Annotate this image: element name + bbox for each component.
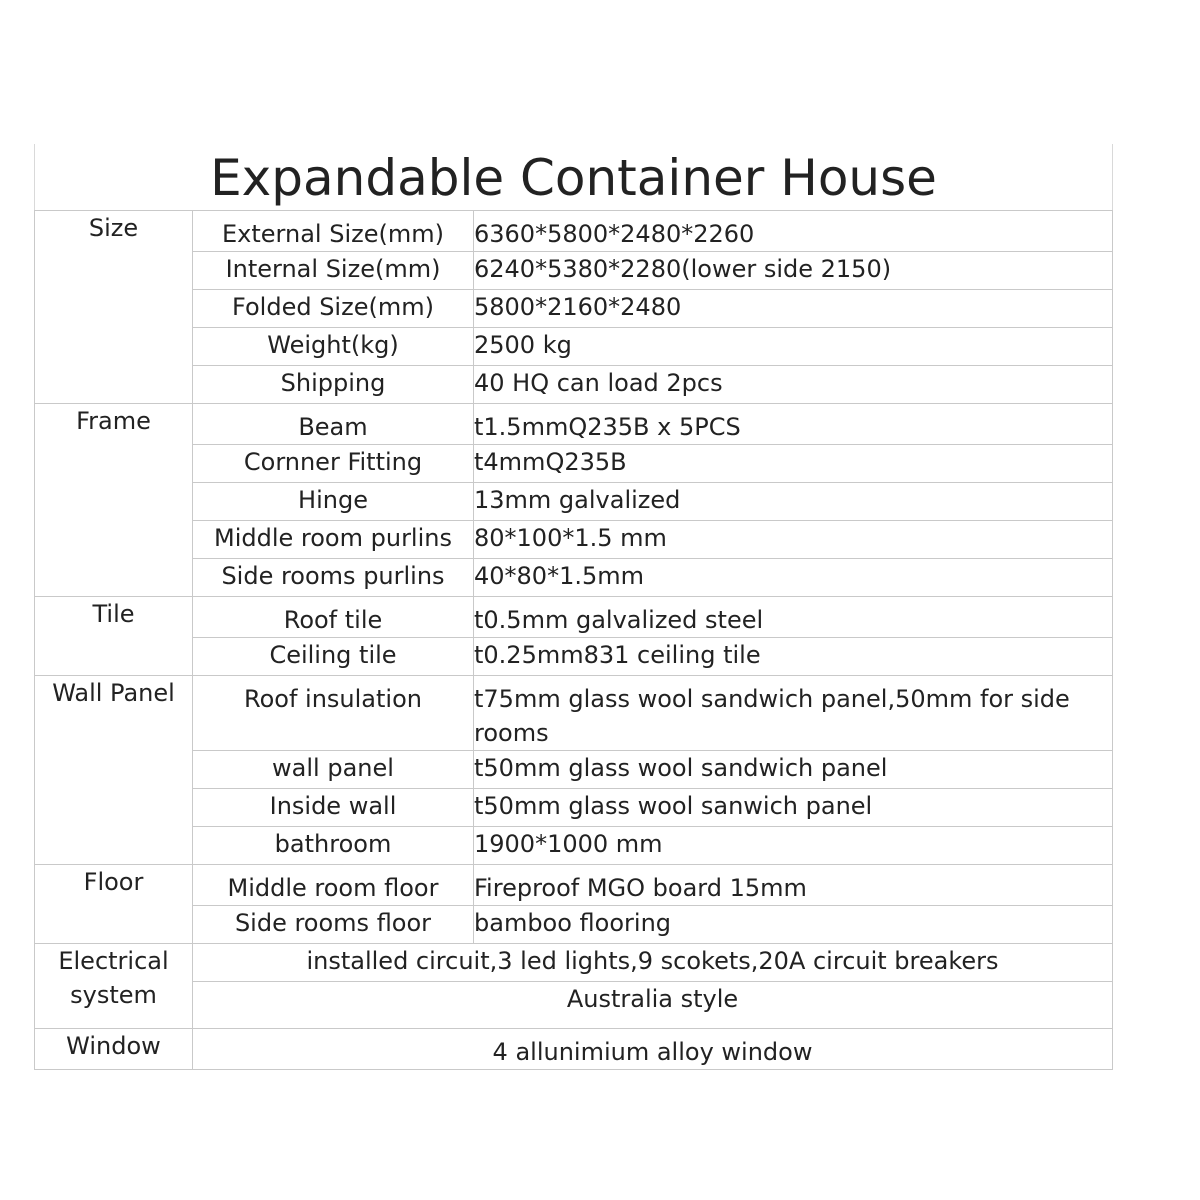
spec-value: t0.25mm831 ceiling tile [474,638,1113,676]
spec-label: Internal Size(mm) [193,252,474,290]
spec-label: Ceiling tile [193,638,474,676]
title-row [35,144,1113,211]
spec-label: Cornner Fitting [193,445,474,483]
spec-label: Folded Size(mm) [193,290,474,328]
category-frame: Frame [35,404,193,597]
window-value: 4 allunimium alloy window [193,1029,1113,1070]
table-row [35,211,1113,252]
spec-label: wall panel [193,751,474,789]
spec-label: Roof insulation [193,676,474,751]
electrical-line-2: Australia style [193,982,1113,1029]
table-row [35,328,1113,366]
spec-label: Side rooms floor [193,906,474,944]
spec-label: Roof tile [193,597,474,638]
spec-table [34,144,1113,1070]
category-window: Window [35,1029,193,1070]
spec-label: Shipping [193,366,474,404]
spec-label: External Size(mm) [193,211,474,252]
spec-value: 40 HQ can load 2pcs [474,366,1113,404]
spec-value: 6240*5380*2280(lower side 2150) [474,252,1113,290]
spec-value: t50mm glass wool sandwich panel [474,751,1113,789]
table-row [35,865,1113,906]
table-row [35,827,1113,865]
table-row [35,638,1113,676]
category-tile: Tile [35,597,193,676]
table-row [35,751,1113,789]
category-wall-panel: Wall Panel [35,676,193,865]
table-row [35,944,1113,982]
spec-value: Fireproof MGO board 15mm [474,865,1113,906]
spec-value: 6360*5800*2480*2260 [474,211,1113,252]
table-row [35,906,1113,944]
table-row [35,252,1113,290]
spec-label: Beam [193,404,474,445]
table-row [35,404,1113,445]
category-floor: Floor [35,865,193,944]
spec-sheet [34,144,1112,1070]
table-row [35,1029,1113,1070]
table-row [35,789,1113,827]
table-row [35,597,1113,638]
spec-label: Weight(kg) [193,328,474,366]
table-row [35,676,1113,751]
spec-label: Middle room floor [193,865,474,906]
table-row [35,521,1113,559]
category-electrical: Electrical system [35,944,193,1029]
spec-value: 5800*2160*2480 [474,290,1113,328]
spec-value: 40*80*1.5mm [474,559,1113,597]
spec-label: Hinge [193,483,474,521]
table-row [35,445,1113,483]
table-row [35,290,1113,328]
spec-value: 2500 kg [474,328,1113,366]
spec-value: t1.5mmQ235B x 5PCS [474,404,1113,445]
electrical-line-1: installed circuit,3 led lights,9 scokets,20A circuit breakers [193,944,1113,982]
spec-value: 80*100*1.5 mm [474,521,1113,559]
spec-value: t75mm glass wool sandwich panel,50mm for side rooms [474,676,1113,751]
spec-label: bathroom [193,827,474,865]
table-row [35,982,1113,1029]
table-row [35,483,1113,521]
spec-label: Side rooms purlins [193,559,474,597]
spec-value: t0.5mm galvalized steel [474,597,1113,638]
table-row [35,559,1113,597]
spec-label: Middle room purlins [193,521,474,559]
spec-label: Inside wall [193,789,474,827]
spec-value: bamboo flooring [474,906,1113,944]
spec-value: 13mm galvalized [474,483,1113,521]
spec-value: t50mm glass wool sanwich panel [474,789,1113,827]
spec-value: t4mmQ235B [474,445,1113,483]
page-title: Expandable Container House [35,144,1113,211]
category-size: Size [35,211,193,404]
spec-value: 1900*1000 mm [474,827,1113,865]
table-row [35,366,1113,404]
